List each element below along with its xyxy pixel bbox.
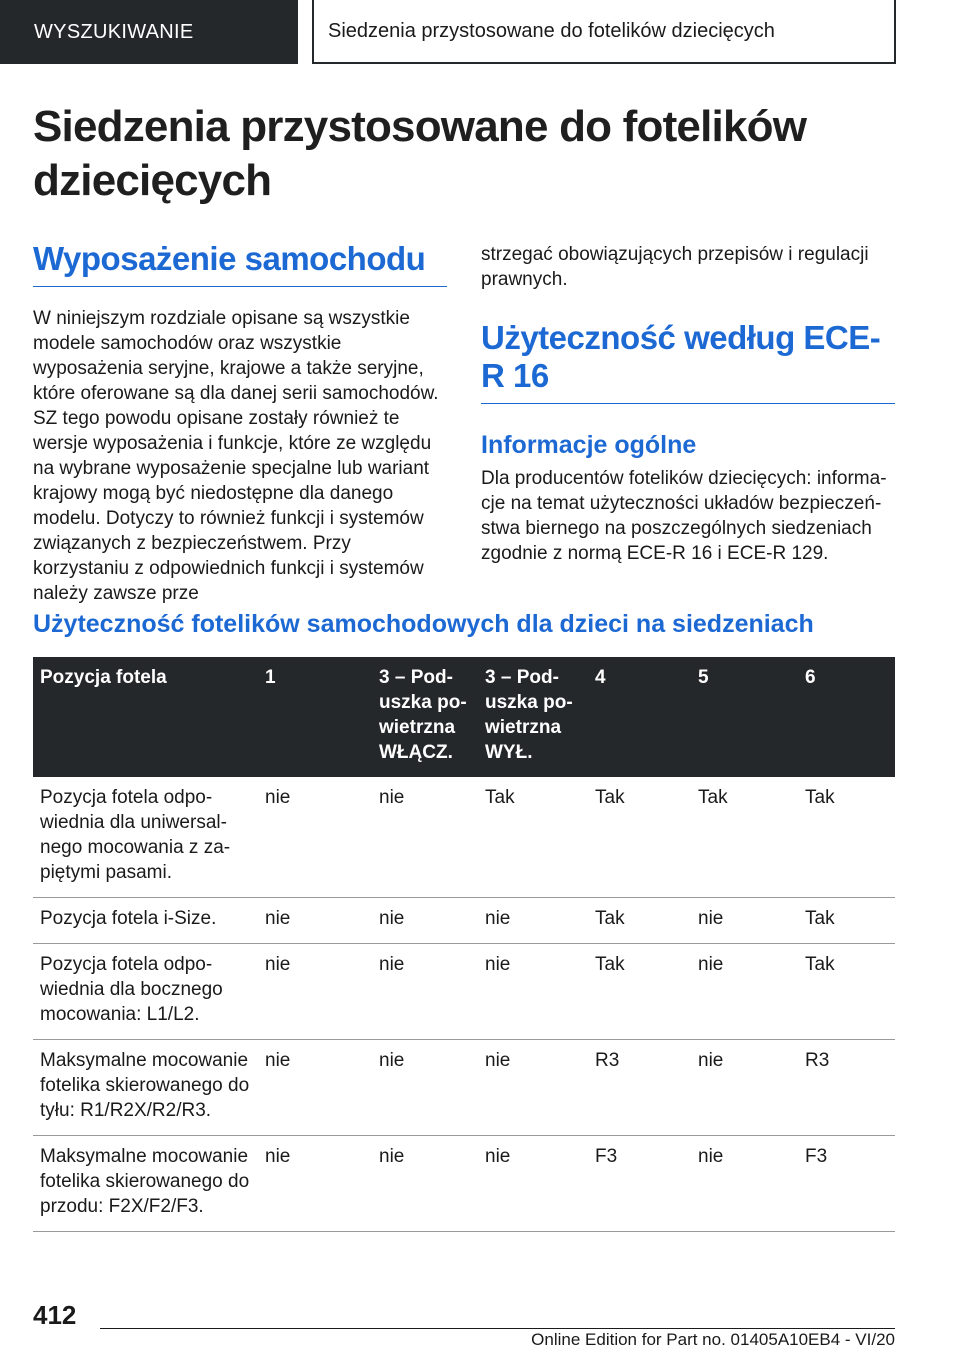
table-cell: nie: [372, 777, 478, 898]
table-header-cell: 3 – Poduszka powietrzna WŁĄCZ.: [372, 657, 478, 777]
table-cell: Tak: [798, 777, 895, 898]
table-cell: nie: [372, 944, 478, 1040]
table-cell: nie: [372, 898, 478, 944]
child-seat-usability-table: [33, 657, 895, 1232]
table-cell: nie: [478, 1136, 588, 1232]
table-cell: nie: [258, 1040, 372, 1136]
edition-note: Online Edition for Part no. 01405A10EB4 - VI/20: [531, 1330, 895, 1349]
table-header-cell: 4: [588, 657, 691, 777]
table-cell: Tak: [588, 777, 691, 898]
table-cell: Tak: [691, 777, 798, 898]
general-info-body: Dla producentów fotelików dziecięcych: informacje na temat użyteczności układów bezpieczeństwa biernego na poszczególnych siedzeniach zgodnie z normą ECE-R 16 i ECE-R 129.: [481, 468, 887, 564]
search-tab[interactable]: WYSZUKIWANIE: [0, 0, 298, 64]
table-cell: nie: [372, 1136, 478, 1232]
table-header-cell: 5: [691, 657, 798, 777]
table-cell: nie: [691, 898, 798, 944]
right-column: [481, 242, 895, 566]
table-cell: Tak: [588, 944, 691, 1040]
table-cell: nie: [258, 777, 372, 898]
table-row: [33, 777, 895, 898]
table-cell: Pozycja fotela i-Size.: [33, 898, 258, 944]
table-cell: F3: [798, 1136, 895, 1232]
table-cell: nie: [478, 898, 588, 944]
table-cell: nie: [691, 1136, 798, 1232]
ece-usability-heading: Użyteczność według ECE-R 16: [481, 319, 895, 404]
table-cell: nie: [691, 944, 798, 1040]
table-row: [33, 898, 895, 944]
table-header-cell: 6: [798, 657, 895, 777]
table-cell: nie: [478, 1040, 588, 1136]
page-title: Siedzenia przystosowane do fotelików dziecięcych: [33, 102, 807, 205]
table-cell: Pozycja fotela odpowiednia dla bocznego mocowania: L1/L2.: [33, 944, 258, 1040]
table-header-cell: 3 – Poduszka powietrzna WYŁ.: [478, 657, 588, 777]
table-header-row: [33, 657, 895, 777]
table-cell: Tak: [588, 898, 691, 944]
table-cell: Tak: [478, 777, 588, 898]
table-cell: nie: [691, 1040, 798, 1136]
left-column: [33, 240, 447, 606]
table-cell: Tak: [798, 898, 895, 944]
vehicle-equipment-body: W niniejszym rozdziale opisane są wszystkie modele samochodów oraz wszystkie wyposażenia seryjne, krajowe a także seryjne, które oferowane są dla danej serii samochodów. SZ tego powodu opisane zostały również te wersje wyposażenia i funkcje, które ze względu na wybrane wyposażenie specjalne lub wariant krajowy mogą być niedostępne dla danego modelu. Dotyczy to również funkcji i systemów związanych z bezpieczeństwem. Przy korzystaniu z odpowiednich funkcji i systemów należy zawsze prze: [33, 308, 439, 604]
table-cell: nie: [258, 944, 372, 1040]
table-cell: nie: [258, 898, 372, 944]
table-cell: nie: [478, 944, 588, 1040]
table-cell: nie: [258, 1136, 372, 1232]
breadcrumb-title: Siedzenia przystosowane do fotelików dziecięcych: [312, 0, 896, 64]
general-info-heading: Informacje ogólne: [481, 431, 697, 459]
table-row: [33, 1040, 895, 1136]
top-bar: [0, 0, 960, 66]
table-header-cell: Pozycja fotela: [33, 657, 258, 777]
continuation-text: strzegać obowiązujących przepisów i regulacji prawnych.: [481, 244, 869, 290]
table-row: [33, 1136, 895, 1232]
table-cell: R3: [588, 1040, 691, 1136]
table-section-title: Użyteczność fotelików samochodowych dla dzieci na siedzeniach: [33, 610, 814, 638]
table-cell: F3: [588, 1136, 691, 1232]
table-cell: Maksymalne mocowanie fotelika skierowanego do tyłu: R1/R2X/R2/R3.: [33, 1040, 258, 1136]
table-cell: Tak: [798, 944, 895, 1040]
page-number: 412: [33, 1300, 77, 1330]
vehicle-equipment-heading: Wyposażenie samochodu: [33, 240, 447, 287]
table-cell: Maksymalne mocowanie fotelika skierowanego do przodu: F2X/F2/F3.: [33, 1136, 258, 1232]
table-cell: R3: [798, 1040, 895, 1136]
table-header-cell: 1: [258, 657, 372, 777]
footer-divider: [100, 1328, 895, 1329]
table-row: [33, 944, 895, 1040]
table-cell: Pozycja fotela odpowiednia dla uniwersalnego mocowania z zapiętymi pasami.: [33, 777, 258, 898]
table-cell: nie: [372, 1040, 478, 1136]
